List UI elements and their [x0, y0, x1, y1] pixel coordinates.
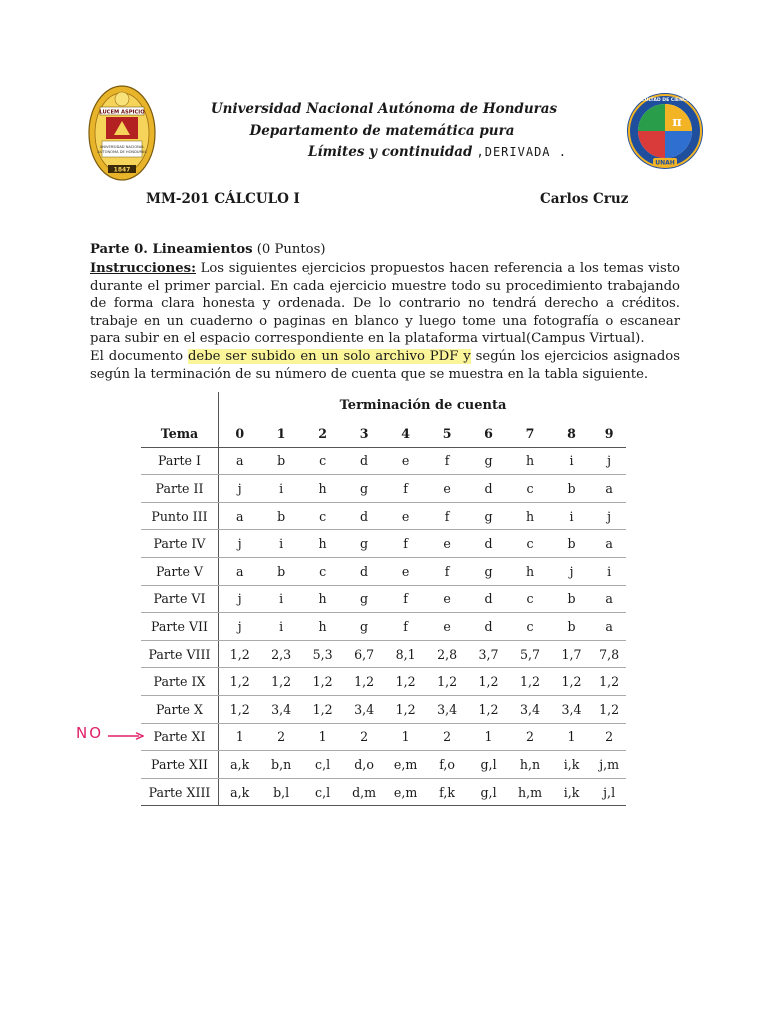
- table-cell: j: [218, 530, 260, 558]
- table-cell: g: [468, 557, 509, 585]
- table-cell: 1,2: [343, 668, 385, 696]
- author-name: Carlos Cruz: [540, 191, 629, 207]
- table-cell: 2,8: [426, 640, 467, 668]
- table-cell: 1,2: [218, 640, 260, 668]
- table-cell: 3,4: [509, 695, 551, 723]
- row-label: Parte IV: [141, 530, 218, 558]
- table-cell: f,o: [426, 751, 467, 779]
- svg-text:1847: 1847: [113, 166, 131, 174]
- table-cell: h: [302, 613, 343, 641]
- table-cell: 8,1: [385, 640, 427, 668]
- table-cell: 2: [509, 723, 551, 751]
- table-cell: j: [551, 557, 592, 585]
- topic-title: Límites y continuidad: [308, 144, 473, 160]
- table-cell: i: [260, 585, 301, 613]
- table-cell: e: [426, 530, 467, 558]
- table-cell: 1,2: [302, 668, 343, 696]
- table-cell: j: [218, 475, 260, 503]
- table-cell: j,m: [592, 751, 626, 779]
- table-cell: 1,2: [509, 668, 551, 696]
- table-cell: 3,4: [551, 695, 592, 723]
- table-cell: 1: [302, 723, 343, 751]
- row-label: Parte I: [141, 447, 218, 475]
- row-label: Parte XIII: [141, 778, 218, 806]
- table-cell: h: [302, 530, 343, 558]
- table-cell: g: [343, 530, 385, 558]
- table-row: [141, 557, 626, 585]
- table-cell: g: [343, 613, 385, 641]
- table-cell: 1: [218, 723, 260, 751]
- table-cell: b: [551, 585, 592, 613]
- table-row: [141, 585, 626, 613]
- svg-text:LUCEM ASPICIO: LUCEM ASPICIO: [99, 109, 145, 116]
- table-cell: f: [426, 502, 467, 530]
- table-cell: b,l: [260, 778, 301, 806]
- table-header-spacer: [141, 392, 626, 420]
- table-cell: 1,2: [468, 668, 509, 696]
- table-cell: 2: [592, 723, 626, 751]
- table-group-header: Terminación de cuenta: [339, 398, 507, 413]
- table-cell: 1,2: [302, 695, 343, 723]
- table-cell: 3,4: [426, 695, 467, 723]
- spacer-cell: [218, 392, 626, 420]
- table-cell: j: [218, 613, 260, 641]
- row-label: Parte VI: [141, 585, 218, 613]
- row-label: Parte VIII: [141, 640, 218, 668]
- table-cell: d: [468, 475, 509, 503]
- upload-highlight: debe ser subido en un solo archivo PDF y: [187, 348, 471, 364]
- table-cell: i: [551, 447, 592, 475]
- table-cell: b,n: [260, 751, 301, 779]
- table-cell: c: [302, 502, 343, 530]
- table-cell: 1,2: [592, 668, 626, 696]
- table-cell: c: [302, 557, 343, 585]
- column-header-digit: 7: [509, 420, 551, 447]
- table-cell: e,m: [385, 751, 427, 779]
- table-cell: a: [592, 585, 626, 613]
- svg-text:UNIVERSIDAD NACIONAL: UNIVERSIDAD NACIONAL: [99, 145, 145, 149]
- table-cell: c,l: [302, 778, 343, 806]
- table-cell: f: [385, 585, 427, 613]
- table-cell: 1,2: [218, 668, 260, 696]
- department-name: Departamento de matemática pura: [249, 123, 515, 139]
- table-cell: 1,2: [218, 695, 260, 723]
- table-cell: 1: [551, 723, 592, 751]
- table-cell: c,l: [302, 751, 343, 779]
- table-cell: i,k: [551, 751, 592, 779]
- table-cell: 5,7: [509, 640, 551, 668]
- table-cell: e: [426, 613, 467, 641]
- table-row: [141, 723, 626, 751]
- table-cell: j: [218, 585, 260, 613]
- table-cell: 1: [468, 723, 509, 751]
- table-cell: c: [302, 447, 343, 475]
- assignment-table: [141, 392, 626, 806]
- table-cell: a: [218, 447, 260, 475]
- table-cell: c: [509, 475, 551, 503]
- table-cell: 7,8: [592, 640, 626, 668]
- table-cell: 1,2: [592, 695, 626, 723]
- table-cell: b: [551, 613, 592, 641]
- table-cell: a: [592, 530, 626, 558]
- column-header-digit: 0: [218, 420, 260, 447]
- table-row: [141, 475, 626, 503]
- row-label: Parte VII: [141, 613, 218, 641]
- table-cell: 3,4: [343, 695, 385, 723]
- table-cell: 1,2: [385, 695, 427, 723]
- table-cell: 1,2: [426, 668, 467, 696]
- table-cell: 5,3: [302, 640, 343, 668]
- table-cell: a: [592, 613, 626, 641]
- university-name: Universidad Nacional Autónoma de Honduras: [210, 101, 558, 117]
- instructions-block: [90, 260, 680, 383]
- table-cell: a: [218, 557, 260, 585]
- upload-text-post: según los ejercicios asignados según la terminación de su número de cuenta que se muestra en la tabla siguiente.: [90, 348, 681, 382]
- table-row: [141, 640, 626, 668]
- column-header-digit: 6: [468, 420, 509, 447]
- section-heading: [90, 241, 680, 259]
- column-header-digit: 3: [343, 420, 385, 447]
- table-cell: 2: [426, 723, 467, 751]
- instructions-paragraph: [90, 260, 680, 348]
- section-points: (0 Puntos): [256, 242, 326, 257]
- table-cell: f: [426, 447, 467, 475]
- table-cell: 1,2: [385, 668, 427, 696]
- row-label: Parte V: [141, 557, 218, 585]
- row-label: Parte XII: [141, 751, 218, 779]
- table-row: [141, 751, 626, 779]
- table-cell: d: [343, 502, 385, 530]
- table-cell: b: [551, 475, 592, 503]
- handwritten-derivada: ,DERIVADA .: [476, 145, 567, 159]
- table-cell: g,l: [468, 778, 509, 806]
- table-cell: h: [509, 502, 551, 530]
- table-cell: i: [260, 530, 301, 558]
- table-cell: 1,2: [551, 668, 592, 696]
- table-row: [141, 502, 626, 530]
- table-cell: d,m: [343, 778, 385, 806]
- spacer-cell: [141, 392, 218, 420]
- section-title: Parte 0. Lineamientos: [90, 242, 253, 257]
- table-cell: 1,2: [468, 695, 509, 723]
- table-cell: g: [468, 502, 509, 530]
- table-cell: h: [302, 475, 343, 503]
- table-cell: d: [468, 613, 509, 641]
- table-cell: 1: [385, 723, 427, 751]
- table-cell: f,k: [426, 778, 467, 806]
- table-row: [141, 778, 626, 806]
- handwritten-no-annotation: NO: [76, 724, 104, 742]
- assignment-table-grid: [141, 392, 626, 806]
- table-cell: i: [260, 475, 301, 503]
- table-cell: f: [426, 557, 467, 585]
- svg-text:π: π: [672, 115, 682, 130]
- table-row: [141, 668, 626, 696]
- table-cell: a,k: [218, 778, 260, 806]
- table-row: [141, 447, 626, 475]
- table-cell: c: [509, 530, 551, 558]
- instructions-label: Instrucciones:: [90, 261, 196, 276]
- column-header-digit: 8: [551, 420, 592, 447]
- svg-text:AUTONOMA DE HONDURAS: AUTONOMA DE HONDURAS: [97, 150, 147, 154]
- table-row: [141, 530, 626, 558]
- table-cell: a,k: [218, 751, 260, 779]
- table-cell: e: [385, 447, 427, 475]
- table-cell: 2: [260, 723, 301, 751]
- column-header-digit: 1: [260, 420, 301, 447]
- table-cell: g: [343, 475, 385, 503]
- table-cell: e: [426, 585, 467, 613]
- table-cell: a: [592, 475, 626, 503]
- table-cell: e: [385, 502, 427, 530]
- table-cell: e: [426, 475, 467, 503]
- table-cell: d: [343, 447, 385, 475]
- table-cell: d: [468, 585, 509, 613]
- instructions-text: Los siguientes ejercicios propuestos hacen referencia a los temas visto durante el primer parcial. En cada ejercicio muestre todo su procedimiento trabajando de forma clara honesta y ordenada. De lo contrario no tendrá derecho a créditos. trabaje en un cuaderno o paginas en blanco y luego tome una fotografía o escanear para subir en el espacio correspondiente en la plataforma virtual(Campus Virtual).: [90, 261, 680, 347]
- table-cell: f: [385, 475, 427, 503]
- table-cell: 1,7: [551, 640, 592, 668]
- table-cell: g: [343, 585, 385, 613]
- svg-text:UNAH: UNAH: [655, 159, 675, 167]
- row-label: Parte X: [141, 695, 218, 723]
- table-cell: 1,2: [260, 668, 301, 696]
- course-code: MM-201 CÁLCULO I: [146, 191, 300, 207]
- upload-paragraph: [90, 348, 680, 383]
- table-cell: j: [592, 502, 626, 530]
- arrow-right-icon: [108, 732, 144, 740]
- table-cell: h: [509, 447, 551, 475]
- table-cell: g: [468, 447, 509, 475]
- table-cell: d: [468, 530, 509, 558]
- table-row: [141, 613, 626, 641]
- table-cell: b: [260, 447, 301, 475]
- table-cell: c: [509, 613, 551, 641]
- table-cell: i,k: [551, 778, 592, 806]
- table-cell: 3,7: [468, 640, 509, 668]
- table-cell: e: [385, 557, 427, 585]
- table-cell: 3,4: [260, 695, 301, 723]
- row-label: Parte XI: [141, 723, 218, 751]
- table-cell: i: [592, 557, 626, 585]
- row-label: Parte II: [141, 475, 218, 503]
- table-cell: f: [385, 530, 427, 558]
- table-cell: f: [385, 613, 427, 641]
- table-cell: e,m: [385, 778, 427, 806]
- column-header-digit: 4: [385, 420, 427, 447]
- table-cell: d: [343, 557, 385, 585]
- table-cell: g,l: [468, 751, 509, 779]
- upload-text-pre: El documento: [90, 348, 188, 364]
- row-label: Punto III: [141, 502, 218, 530]
- table-cell: j,l: [592, 778, 626, 806]
- table-cell: h: [509, 557, 551, 585]
- topic-line: [308, 144, 567, 160]
- column-header-digit: 2: [302, 420, 343, 447]
- table-cell: 2: [343, 723, 385, 751]
- table-cell: j: [592, 447, 626, 475]
- table-cell: b: [551, 530, 592, 558]
- column-header-digit: 5: [426, 420, 467, 447]
- table-cell: c: [509, 585, 551, 613]
- table-cell: 2,3: [260, 640, 301, 668]
- table-cell: i: [551, 502, 592, 530]
- row-label: Parte IX: [141, 668, 218, 696]
- table-cell: d,o: [343, 751, 385, 779]
- table-cell: a: [218, 502, 260, 530]
- table-header-row: [141, 420, 626, 447]
- table-cell: b: [260, 557, 301, 585]
- table-cell: h: [302, 585, 343, 613]
- column-header-digit: 9: [592, 420, 626, 447]
- table-cell: h,n: [509, 751, 551, 779]
- table-cell: b: [260, 502, 301, 530]
- column-header-tema: Tema: [141, 420, 218, 447]
- table-cell: 6,7: [343, 640, 385, 668]
- table-cell: h,m: [509, 778, 551, 806]
- table-row: [141, 695, 626, 723]
- svg-text:FACULTAD DE CIENCIAS: FACULTAD DE CIENCIAS: [635, 98, 695, 103]
- table-cell: i: [260, 613, 301, 641]
